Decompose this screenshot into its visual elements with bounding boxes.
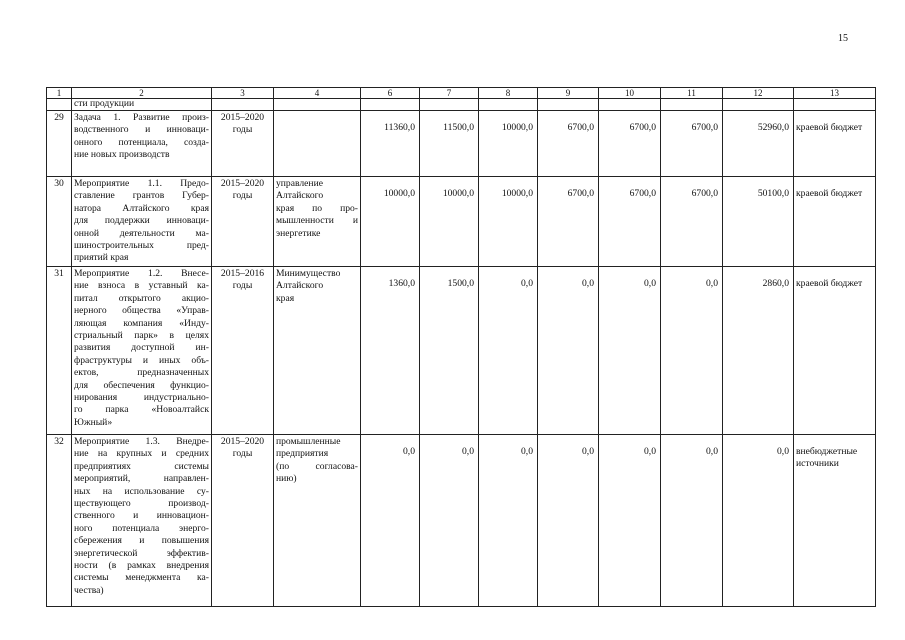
row-value-col-11: 0,0	[661, 267, 723, 435]
row-funding-source	[794, 267, 876, 435]
cell-line: мышленности и	[276, 215, 358, 227]
row-value-col-10: 0,0	[599, 267, 661, 435]
row-years	[212, 111, 274, 177]
cell-line: энергетической эффектив-	[74, 547, 209, 559]
cell-line: онной деятельности ма-	[74, 227, 209, 239]
cell-line: нирования индустриально-	[74, 392, 209, 404]
cell-line: го парка «Новоалтайск	[74, 404, 209, 416]
row-value-col-9: 6700,0	[538, 111, 599, 177]
cell-line: Мероприятие 1.2. Внесе-	[74, 268, 209, 279]
cell-line: ного потенциала энерго-	[74, 522, 209, 534]
row-name	[72, 111, 212, 177]
row-value-col-8: 10000,0	[479, 111, 538, 177]
row-years	[212, 177, 274, 267]
row-value-col-12: 52960,0	[723, 111, 794, 177]
cell-line: источники	[796, 458, 839, 470]
row-executor	[274, 435, 361, 607]
cell-line: приятий края	[74, 252, 129, 264]
cell-line: для поддержки инноваци-	[74, 215, 209, 227]
row-value-col-9: 6700,0	[538, 177, 599, 267]
cell-line: онного потенциала, созда-	[74, 136, 209, 148]
cell-line: ности (в рамках внедрения	[74, 560, 209, 572]
cell-line: стриальный парк» в целях	[74, 330, 209, 342]
row-number: 30	[47, 177, 72, 267]
cell-line: чества)	[74, 584, 104, 596]
cell-line: промышленные	[276, 436, 341, 447]
table-row	[47, 111, 876, 177]
cell-line: годы	[232, 448, 253, 460]
cell-line: ственного и инновацион-	[74, 510, 209, 522]
cell-line: Алтайского	[276, 280, 324, 292]
cell-line: нию)	[276, 473, 297, 485]
row-executor	[274, 177, 361, 267]
cell-line: шиностроительных пред-	[74, 240, 209, 252]
row-funding-source	[794, 435, 876, 607]
cell-line: ных на использование су-	[74, 485, 209, 497]
row-value-col-10: 0,0	[599, 435, 661, 607]
cell-line: нерного общества «Управ-	[74, 305, 209, 317]
row-value-col-12: 2860,0	[723, 267, 794, 435]
row-value-col-8: 10000,0	[479, 177, 538, 267]
cell-line: (по согласова-	[276, 460, 358, 472]
col-header-10: 10	[599, 88, 661, 99]
cell-line: Мероприятие 1.1. Предо-	[74, 178, 209, 189]
row-number: 31	[47, 267, 72, 435]
cell-line: 2015–2020	[220, 436, 265, 447]
cell-line: края по про-	[276, 202, 358, 214]
cell-line: годы	[232, 280, 253, 292]
row-years	[212, 267, 274, 435]
row-value-col-7: 1500,0	[420, 267, 479, 435]
continued-row	[47, 99, 876, 111]
cell-line: Задача 1. Развитие произ-	[74, 112, 209, 123]
row-value-col-10: 6700,0	[599, 111, 661, 177]
col-header-13: 13	[794, 88, 876, 99]
row-value-col-10: 6700,0	[599, 177, 661, 267]
cell-line: ектов, предназначенных	[74, 367, 209, 379]
row-value-col-12: 50100,0	[723, 177, 794, 267]
row-funding-source	[794, 111, 876, 177]
col-header-12: 12	[723, 88, 794, 99]
row-value-col-6: 11360,0	[361, 111, 420, 177]
row-value-col-11: 6700,0	[661, 111, 723, 177]
cell-line: предприятиях системы	[74, 460, 209, 472]
col-header-4: 4	[274, 88, 361, 99]
cell-line: управление	[276, 178, 323, 189]
col-header-8: 8	[479, 88, 538, 99]
row-value-col-6: 1360,0	[361, 267, 420, 435]
cell-line: мероприятий, направлен-	[74, 473, 209, 485]
cell-line: ществующего производ-	[74, 498, 209, 510]
col-header-9: 9	[538, 88, 599, 99]
col-header-7: 7	[420, 88, 479, 99]
cell-line: питал открытого акцио-	[74, 292, 209, 304]
cell-line: сбережения и повышения	[74, 535, 209, 547]
row-executor	[274, 111, 361, 177]
cell-line: ставление грантов Губер-	[74, 190, 209, 202]
row-executor	[274, 267, 361, 435]
row-funding-source	[794, 177, 876, 267]
cell-line: Южный»	[74, 416, 113, 428]
col-header-1: 1	[47, 88, 72, 99]
row-value-col-8: 0,0	[479, 267, 538, 435]
cell-line: годы	[232, 124, 253, 136]
cell-line: краевой бюджет	[796, 278, 863, 289]
col-header-3: 3	[212, 88, 274, 99]
cell-line: Минимущество	[276, 268, 341, 279]
page-number: 15	[838, 33, 848, 44]
col-header-6: 6	[361, 88, 420, 99]
row-name	[72, 435, 212, 607]
cell-line: предприятия	[276, 448, 329, 460]
row-name	[72, 177, 212, 267]
row-value-col-6: 0,0	[361, 435, 420, 607]
row-years	[212, 435, 274, 607]
cell-line: ние взноса в уставный ка-	[74, 280, 209, 292]
cell-line: 2015–2020	[220, 178, 265, 189]
cell-line: края	[276, 292, 295, 304]
cell-line: натора Алтайского края	[74, 202, 209, 214]
cell-line: годы	[232, 190, 253, 202]
column-number-row	[47, 88, 876, 99]
row-value-col-8: 0,0	[479, 435, 538, 607]
cell-line: краевой бюджет	[796, 188, 863, 199]
budget-table	[46, 87, 876, 607]
row-value-col-6: 10000,0	[361, 177, 420, 267]
cell-line: ние на крупных и средних	[74, 448, 209, 460]
cell-line: ние новых производств	[74, 149, 170, 161]
cell-line: фраструктуры и иных объ-	[74, 354, 209, 366]
row-value-col-7: 0,0	[420, 435, 479, 607]
cell-line: Мероприятие 1.3. Внедре-	[74, 436, 209, 447]
cell-line: водственного и инноваци-	[74, 124, 209, 136]
cell-line: Алтайского	[276, 190, 324, 202]
cell-line: 2015–2016	[220, 268, 265, 279]
col-header-2: 2	[72, 88, 212, 99]
row-value-col-9: 0,0	[538, 267, 599, 435]
row-name	[72, 267, 212, 435]
table-body	[47, 88, 876, 607]
table-row	[47, 435, 876, 607]
col-header-11: 11	[661, 88, 723, 99]
row-value-col-7: 10000,0	[420, 177, 479, 267]
cell-line: ляющая компания «Инду-	[74, 317, 209, 329]
table-row	[47, 177, 876, 267]
cell-line: развития доступной ин-	[74, 342, 209, 354]
row-value-col-11: 0,0	[661, 435, 723, 607]
cell-line: 2015–2020	[220, 112, 265, 123]
row-number: 32	[47, 435, 72, 607]
continued-text: сти продукции	[72, 99, 212, 111]
cell-line: для обеспечения функцио-	[74, 379, 209, 391]
table-row	[47, 267, 876, 435]
cell-line: краевой бюджет	[796, 122, 863, 133]
row-number: 29	[47, 111, 72, 177]
cell-line: энергетике	[276, 227, 321, 239]
cell-line: внебюджетные	[796, 446, 858, 457]
row-value-col-11: 6700,0	[661, 177, 723, 267]
row-value-col-12: 0,0	[723, 435, 794, 607]
row-value-col-7: 11500,0	[420, 111, 479, 177]
cell-line: системы менеджмента ка-	[74, 572, 209, 584]
row-value-col-9: 0,0	[538, 435, 599, 607]
